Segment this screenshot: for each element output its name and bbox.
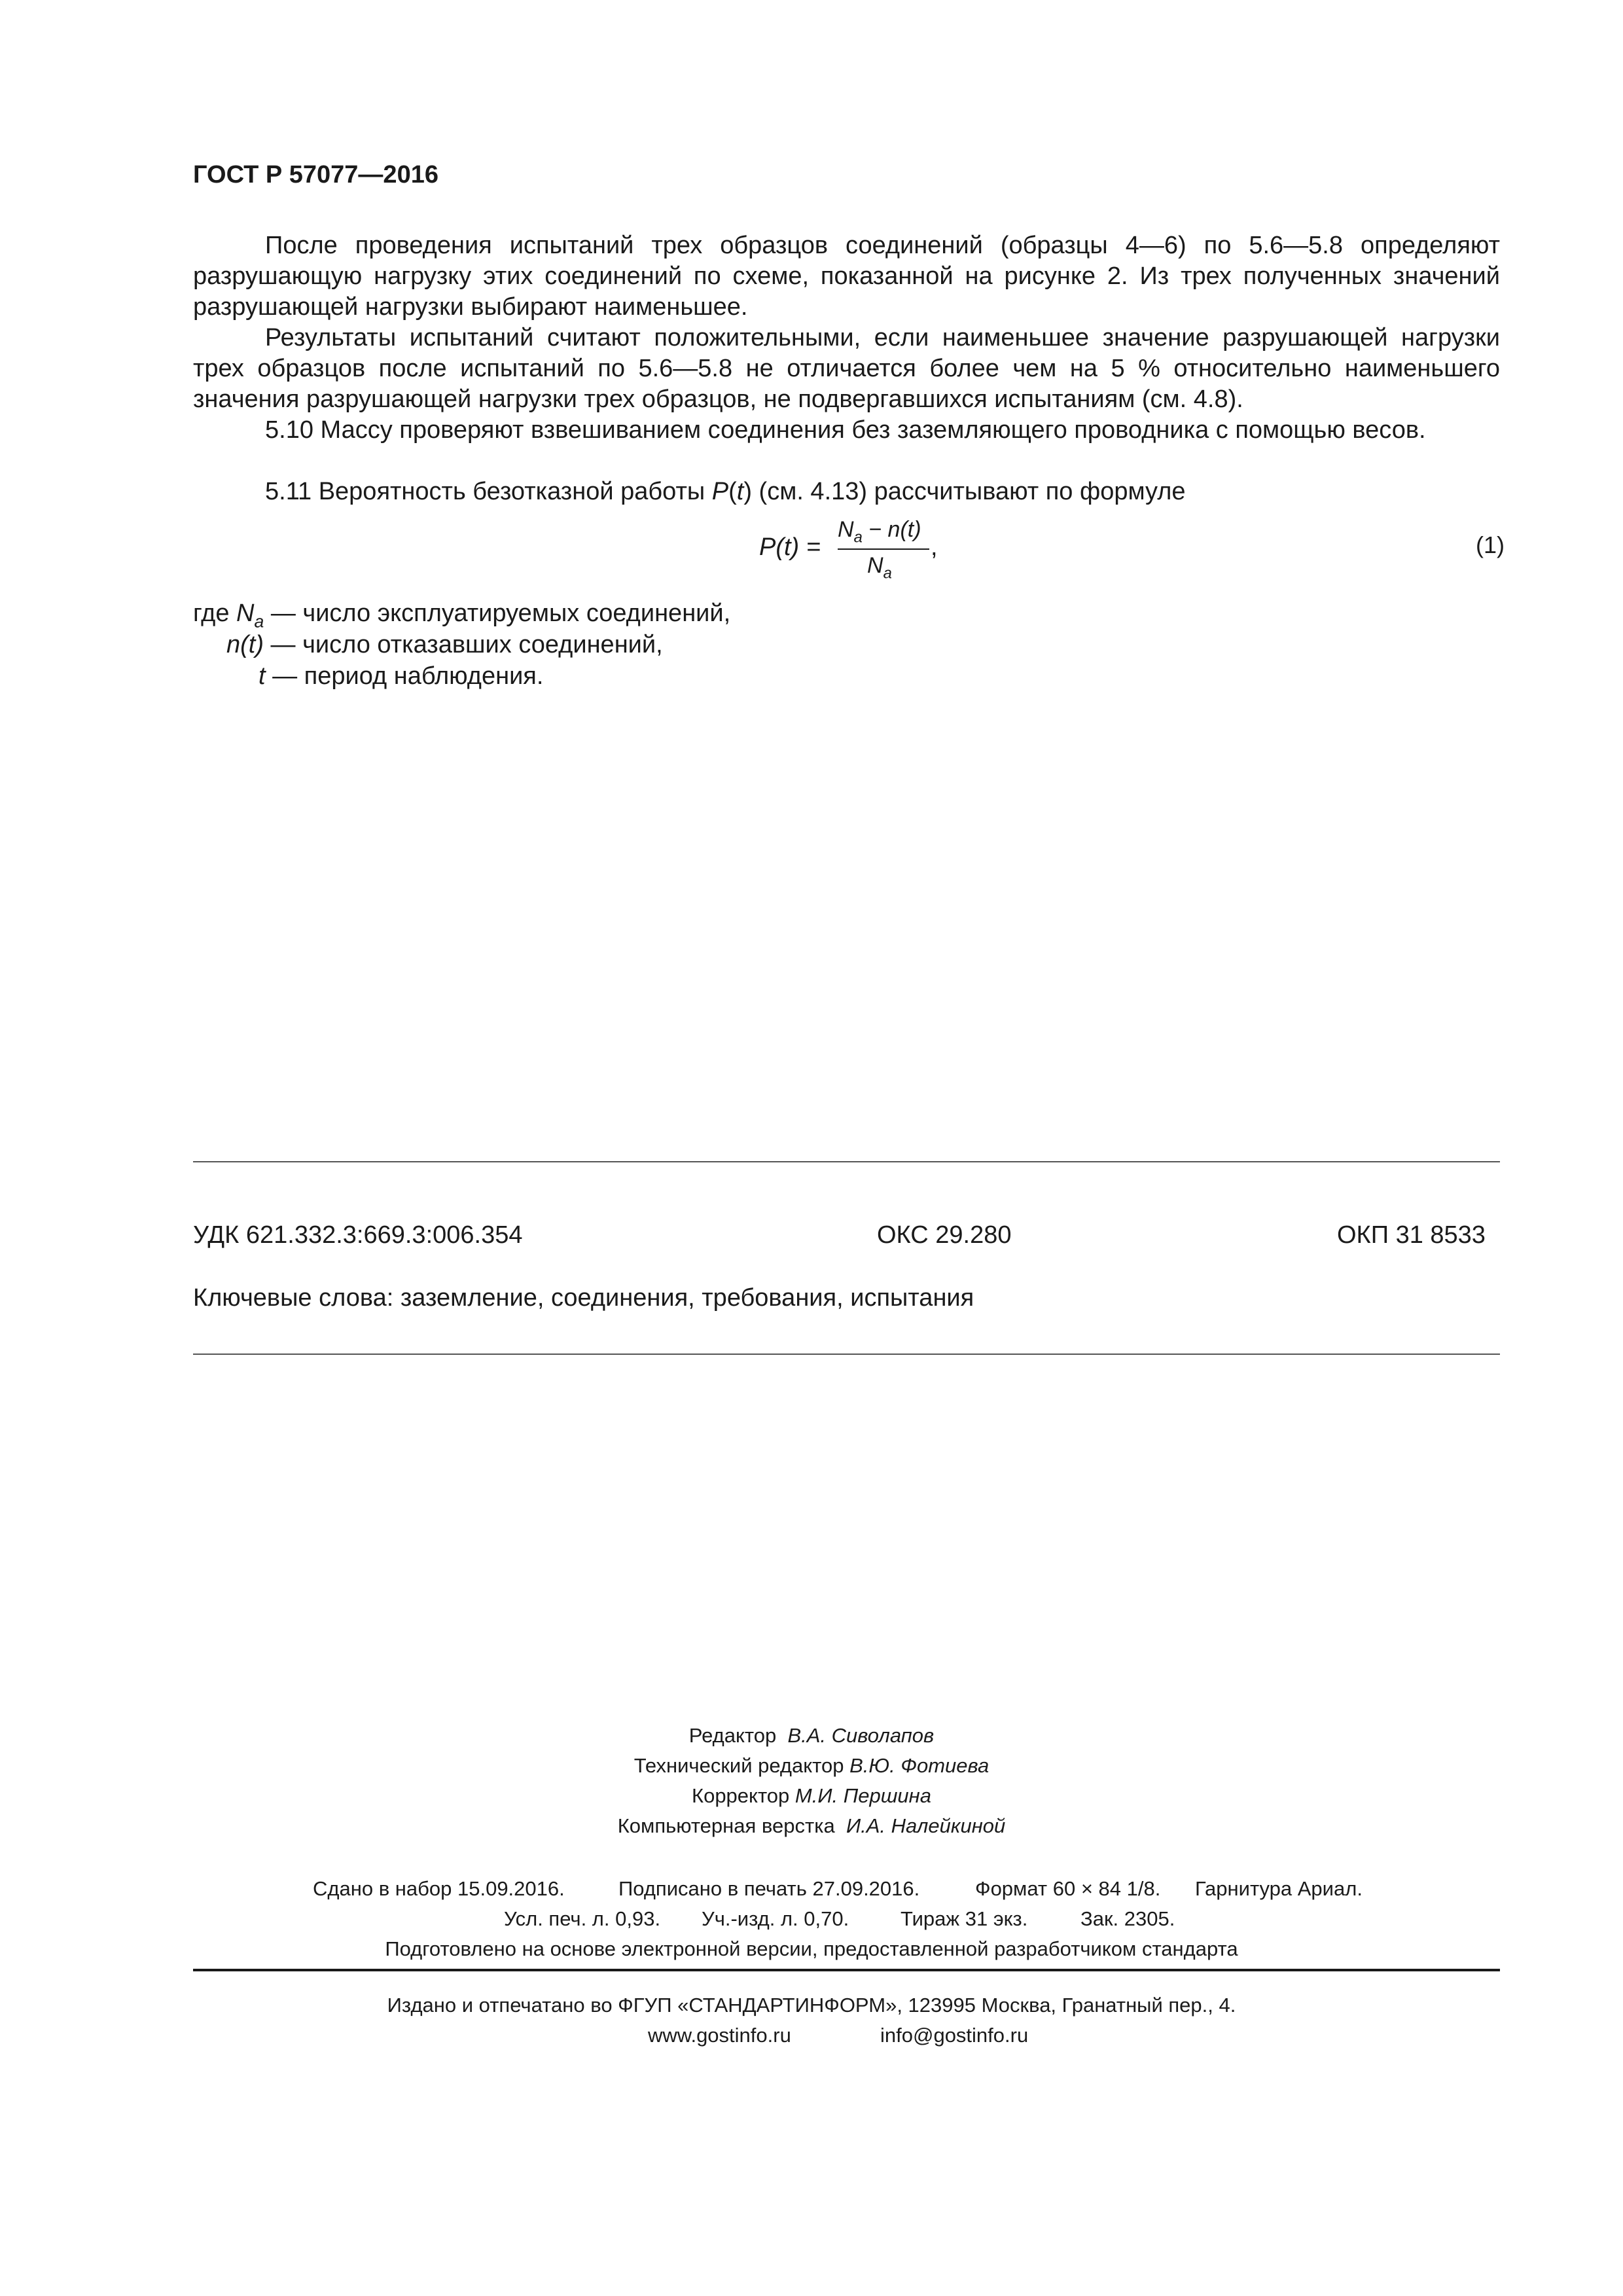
paragraph-5-11: [193, 476, 1500, 507]
p511-open: (: [728, 478, 737, 505]
website-link[interactable]: www.gostinfo.ru: [648, 2024, 791, 2047]
paper-format: Формат 60 × 84 1/8.: [975, 1877, 1161, 1900]
layout-line: Компьютерная верстка И.А. Налейкиной: [617, 1814, 1006, 1837]
p511-var-P: P: [711, 478, 729, 505]
paragraph-results: Результаты испытаний считают положительными, если наименьшее значение разрушающей нагрузки трех образцов после испытаний по 5.6—5.8 не отличается более чем на 5 % относительно наименьшего значения разрушающей нагрузки трех образцов, не подвергавшихся испытаниям (см. 4.8).: [193, 324, 1500, 413]
okp-code: ОКП 31 8533: [1337, 1221, 1486, 1249]
email-link[interactable]: info@gostinfo.ru: [880, 2024, 1029, 2047]
print-sheets: Усл. печ. л. 0,93.: [504, 1907, 661, 1930]
document-header: ГОСТ Р 57077—2016: [193, 161, 438, 188]
p511-suffix: ) (см. 4.13) рассчитывают по формуле: [743, 478, 1186, 505]
publisher-sheets: Уч.-изд. л. 0,70.: [702, 1907, 849, 1930]
divider-imprint: [193, 1969, 1500, 1971]
keywords: Ключевые слова: заземление, соединения, требования, испытания: [193, 1284, 974, 1312]
equation-number: (1): [1476, 531, 1505, 558]
tech-editor-line: Технический редактор В.Ю. Фотиева: [633, 1754, 990, 1777]
where-line-2: n(t) — число отказавших соединений,: [226, 631, 663, 658]
paragraph-test-procedure: После проведения испытаний трех образцов соединений (образцы 4—6) по 5.6—5.8 определяют разрушающую нагрузку этих соединений по схеме, показанной на рисунке 2. Из трех полученных значений разрушающей нагрузки выбирают наименьшее.: [193, 232, 1500, 321]
formula-denominator: $N_a$: [867, 553, 892, 583]
formula-numerator: $N_a - n(t)$: [838, 517, 921, 547]
prepared-note: Подготовлено на основе электронной версии, предоставленной разработчиком стандарта: [385, 1937, 1238, 1960]
corrector-line: Корректор М.И. Першина: [692, 1784, 931, 1807]
order-number: Зак. 2305.: [1080, 1907, 1175, 1930]
divider-bottom: [193, 1354, 1500, 1355]
signed-to-print: Подписано в печать 27.09.2016.: [618, 1877, 920, 1900]
p511-var-t: t: [736, 478, 744, 505]
where-line-3: t — период наблюдения.: [259, 662, 544, 690]
print-run: Тираж 31 экз.: [901, 1907, 1028, 1930]
divider-top: [193, 1161, 1500, 1162]
editor-line: Редактор В.А. Сиволапов: [688, 1724, 935, 1747]
fraction-bar: [838, 548, 929, 550]
sent-to-set: Сдано в набор 15.09.2016.: [313, 1877, 565, 1900]
publisher-line: Издано и отпечатано во ФГУП «СТАНДАРТИНФОРМ», 123995 Москва, Гранатный пер., 4.: [387, 1994, 1236, 2017]
typeface: Гарнитура Ариал.: [1195, 1877, 1363, 1900]
formula-comma: ,: [931, 533, 938, 561]
p511-prefix: 5.11 Вероятность безотказной работы: [265, 478, 712, 505]
paragraph-5-10: 5.10 Массу проверяют взвешиванием соединения без заземляющего проводника с помощью весов.: [265, 416, 1426, 444]
udk-code: УДК 621.332.3:669.3:006.354: [193, 1221, 523, 1249]
where-line-1: где $N_a$ — число эксплуатируемых соединений,: [193, 600, 731, 632]
oks-code: ОКС 29.280: [877, 1221, 1012, 1249]
formula-lhs: P(t) =: [759, 533, 821, 561]
